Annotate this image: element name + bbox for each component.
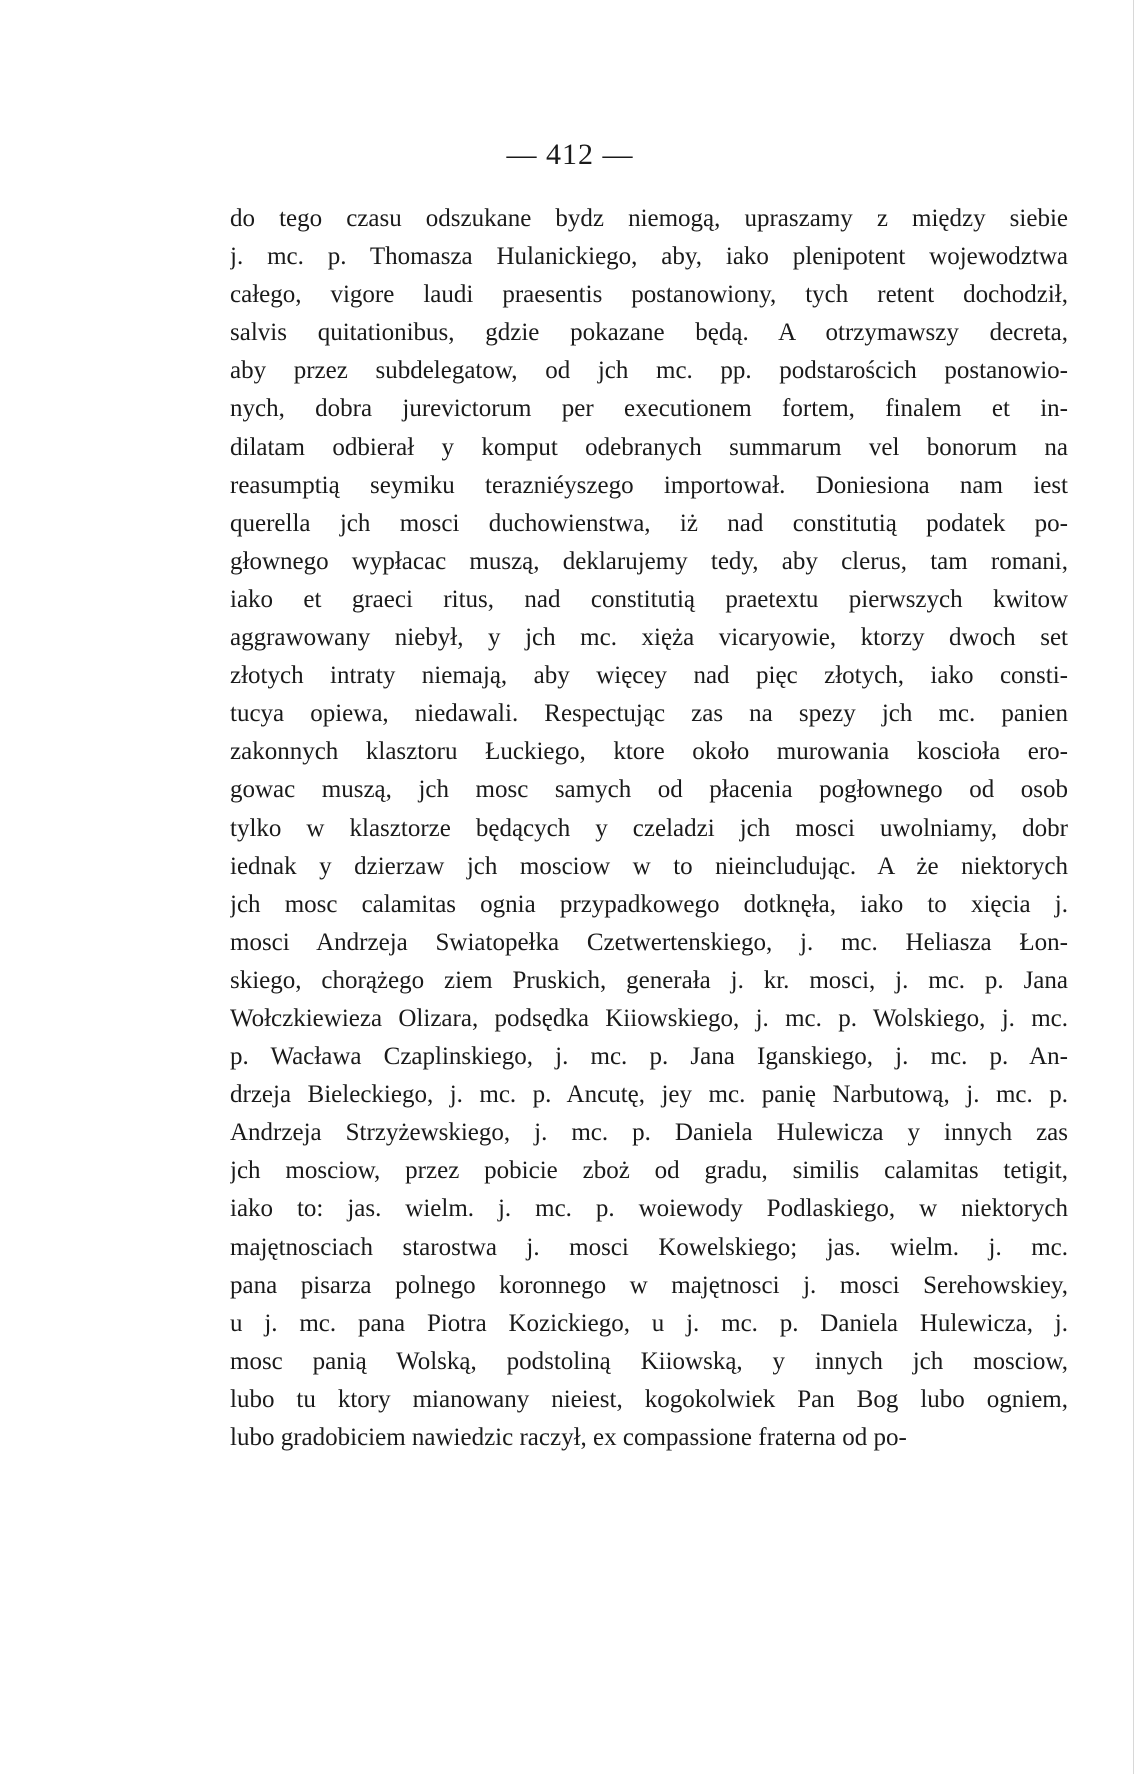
text-line: j. mc. p. Thomasza Hulanickiego, aby, iako plenipotent wojewodztwa: [230, 243, 1068, 271]
page-edge-line: [1133, 0, 1134, 1774]
text-line: p. Wacława Czaplinskiego, j. mc. p. Jana Iganskiego, j. mc. p. An-: [230, 1043, 1068, 1071]
text-line: lubo gradobiciem nawiedzic raczył, ex compassione fraterna od po-: [230, 1424, 907, 1451]
text-line: nych, dobra jurevictorum per executionem fortem, finalem et in-: [230, 395, 1068, 423]
text-line: głownego wypłacac muszą, deklarujemy tedy, aby clerus, tam romani,: [230, 547, 1068, 575]
text-line: querella jch mosci duchowienstwa, iż nad constitutią podatek po-: [230, 509, 1068, 537]
page-number: — 412 —: [506, 138, 634, 171]
text-line: salvis quitationibus, gdzie pokazane będą. A otrzymawszy decreta,: [230, 319, 1068, 347]
text-line: tylko w klasztorze będących y czeladzi jch mosci uwolniamy, dobr: [230, 814, 1068, 842]
text-line: u j. mc. pana Piotra Kozickiego, u j. mc. p. Daniela Hulewicza, j.: [230, 1309, 1068, 1337]
text-line: dilatam odbierał y komput odebranych summarum vel bonorum na: [230, 433, 1068, 461]
text-line: reasumptią seymiku terazniéyszego importował. Doniesiona nam iest: [230, 471, 1068, 499]
text-line: zakonnych klasztoru Łuckiego, ktore około murowania koscioła ero-: [230, 738, 1068, 766]
text-line: lubo tu ktory mianowany nieiest, kogokolwiek Pan Bog lubo ogniem,: [230, 1385, 1068, 1413]
text-line: mosci Andrzeja Swiatopełka Czetwertenskiego, j. mc. Heliasza Łon-: [230, 928, 1068, 956]
text-line: mosc panią Wolską, podstoliną Kiiowską, y innych jch mosciow,: [230, 1347, 1068, 1375]
text-line: jch mosciow, przez pobicie zboż od gradu, similis calamitas tetigit,: [230, 1157, 1068, 1185]
text-line: drzeja Bieleckiego, j. mc. p. Ancutę, jey mc. panię Narbutową, j. mc. p.: [230, 1081, 1068, 1109]
body-text: [230, 200, 1068, 1457]
text-line: całego, vigore laudi praesentis postanowiony, tych retent dochodził,: [230, 281, 1068, 309]
text-line: tucya opiewa, niedawali. Respectując zas na spezy jch mc. panien: [230, 700, 1068, 728]
text-line: gowac muszą, jch mosc samych od płacenia pogłownego od osob: [230, 776, 1068, 804]
text-line: jch mosc calamitas ognia przypadkowego dotknęła, iako to xięcia j.: [230, 890, 1068, 918]
text-line: do tego czasu odszukane bydz niemogą, upraszamy z między siebie: [230, 205, 1068, 232]
text-line: pana pisarza polnego koronnego w majętnosci j. mosci Serehowskiey,: [230, 1271, 1068, 1299]
text-line: Wołczkiewieza Olizara, podsędka Kiiowskiego, j. mc. p. Wolskiego, j. mc.: [230, 1004, 1068, 1032]
text-line: aggrawowany niebył, y jch mc. xięża vicaryowie, ktorzy dwoch set: [230, 624, 1068, 652]
text-line: aby przez subdelegatow, od jch mc. pp. podstarościch postanowio-: [230, 357, 1068, 385]
text-line: Andrzeja Strzyżewskiego, j. mc. p. Daniela Hulewicza y innych zas: [230, 1119, 1068, 1147]
text-line: iako et graeci ritus, nad constitutią praetextu pierwszych kwitow: [230, 585, 1068, 613]
text-line: skiego, chorążego ziem Pruskich, generała j. kr. mosci, j. mc. p. Jana: [230, 966, 1068, 994]
text-line: złotych intraty niemają, aby więcey nad pięc złotych, iako consti-: [230, 662, 1068, 690]
text-line: majętnosciach starostwa j. mosci Kowelskiego; jas. wielm. j. mc.: [230, 1233, 1068, 1261]
text-line: iednak y dzierzaw jch mosciow w to nieincludując. A że niektorych: [230, 852, 1068, 880]
text-line: iako to: jas. wielm. j. mc. p. woiewody Podlaskiego, w niektorych: [230, 1195, 1068, 1223]
